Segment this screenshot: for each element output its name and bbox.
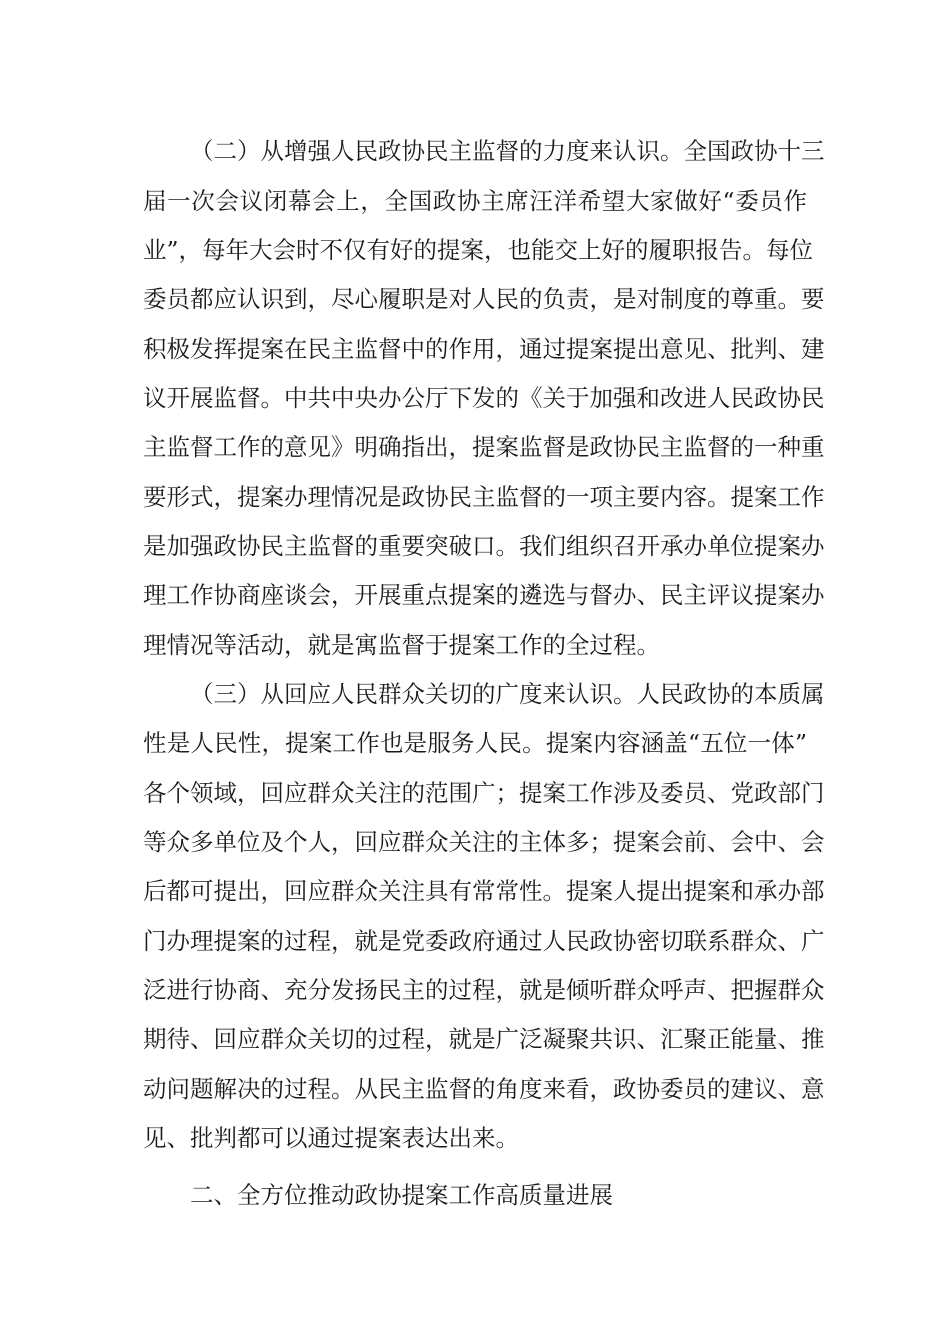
paragraph-line: 后都可提出，回应群众关注具有常常性。提案人提出提案和承办部 <box>143 877 825 905</box>
paragraph-line: 要形式，提案办理情况是政协民主监督的一项主要内容。提案工作 <box>143 483 825 511</box>
paragraph-line: （三）从回应人民群众关切的广度来认识。人民政协的本质属 <box>190 680 825 708</box>
paragraph-line: 主监督工作的意见》明确指出，提案监督是政协民主监督的一种重 <box>143 433 825 461</box>
paragraph-line: 性是人民性，提案工作也是服务人民。提案内容涵盖“五位一体” <box>143 729 807 757</box>
paragraph-line: 理情况等活动，就是寓监督于提案工作的全过程。 <box>143 631 660 659</box>
paragraph-line: 等众多单位及个人，回应群众关注的主体多；提案会前、会中、会 <box>143 828 825 856</box>
paragraph-line: 积极发挥提案在民主监督中的作用，通过提案提出意见、批判、建 <box>143 335 825 363</box>
paragraph-line: 议开展监督。中共中央办公厅下发的《关于加强和改进人民政协民 <box>143 384 825 412</box>
paragraph-line: 动问题解决的过程。从民主监督的角度来看，政协委员的建议、意 <box>143 1075 825 1103</box>
paragraph-line: 泛进行协商、充分发扬民主的过程，就是倾听群众呼声、把握群众 <box>143 976 825 1004</box>
paragraph-line: 是加强政协民主监督的重要突破口。我们组织召开承办单位提案办 <box>143 532 825 560</box>
paragraph-line: （二）从增强人民政协民主监督的力度来认识。全国政协十三 <box>190 137 825 165</box>
section-heading: 二、全方位推动政协提案工作高质量进展 <box>190 1181 613 1209</box>
paragraph-line: 届一次会议闭幕会上，全国政协主席汪洋希望大家做好“委员作 <box>143 187 807 215</box>
paragraph-line: 门办理提案的过程，就是党委政府通过人民政协密切联系群众、广 <box>143 927 825 955</box>
paragraph-line: 各个领域，回应群众关注的范围广；提案工作涉及委员、党政部门 <box>143 779 825 807</box>
paragraph-line: 业”，每年大会时不仅有好的提案，也能交上好的履职报告。每位 <box>143 236 814 264</box>
paragraph-line: 委员都应认识到，尽心履职是对人民的负责，是对制度的尊重。要 <box>143 285 825 313</box>
paragraph-line: 见、批判都可以通过提案表达出来。 <box>143 1124 519 1152</box>
paragraph-line: 期待、回应群众关切的过程，就是广泛凝聚共识、汇聚正能量、推 <box>143 1025 825 1053</box>
paragraph-line: 理工作协商座谈会，开展重点提案的遴选与督办、民主评议提案办 <box>143 581 825 609</box>
